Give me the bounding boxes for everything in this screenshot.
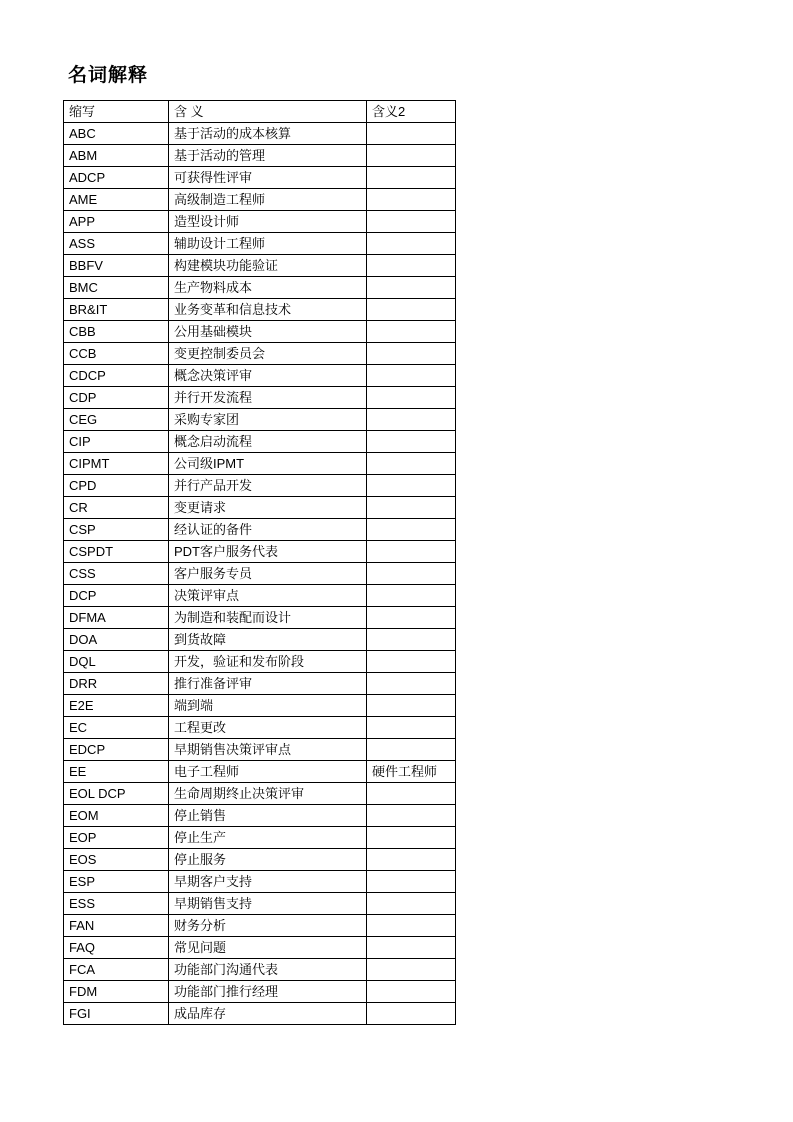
- cell-abbr: APP: [64, 211, 169, 233]
- cell-meaning2: [367, 1003, 456, 1025]
- cell-meaning: 电子工程师: [169, 761, 367, 783]
- cell-meaning2: [367, 497, 456, 519]
- cell-abbr: CSS: [64, 563, 169, 585]
- cell-meaning: 高级制造工程师: [169, 189, 367, 211]
- cell-meaning: 概念决策评审: [169, 365, 367, 387]
- cell-abbr: EE: [64, 761, 169, 783]
- table-row: [64, 541, 456, 563]
- cell-abbr: CDCP: [64, 365, 169, 387]
- cell-abbr: DRR: [64, 673, 169, 695]
- page-title: 名词解释: [68, 65, 149, 86]
- table-row: [64, 519, 456, 541]
- cell-abbr: DQL: [64, 651, 169, 673]
- table-row: [64, 915, 456, 937]
- cell-abbr: BMC: [64, 277, 169, 299]
- cell-abbr: BR&IT: [64, 299, 169, 321]
- table-row: [64, 431, 456, 453]
- cell-abbr: CSPDT: [64, 541, 169, 563]
- cell-meaning2: [367, 563, 456, 585]
- glossary-table-container: [63, 100, 455, 1025]
- cell-meaning: 并行开发流程: [169, 387, 367, 409]
- cell-meaning2: [367, 937, 456, 959]
- cell-meaning2: [367, 607, 456, 629]
- table-row: [64, 277, 456, 299]
- table-row: [64, 959, 456, 981]
- table-row: [64, 387, 456, 409]
- table-row: [64, 123, 456, 145]
- cell-meaning2: [367, 299, 456, 321]
- cell-abbr: EDCP: [64, 739, 169, 761]
- cell-meaning2: [367, 541, 456, 563]
- table-row: [64, 783, 456, 805]
- table-row: [64, 651, 456, 673]
- cell-abbr: CCB: [64, 343, 169, 365]
- cell-abbr: E2E: [64, 695, 169, 717]
- table-row: [64, 475, 456, 497]
- table-row: [64, 717, 456, 739]
- cell-meaning: 构建模块功能验证: [169, 255, 367, 277]
- cell-abbr: ESS: [64, 893, 169, 915]
- table-row: [64, 145, 456, 167]
- cell-meaning: 生命周期终止决策评审: [169, 783, 367, 805]
- table-header-row: [64, 101, 456, 123]
- cell-meaning2: [367, 387, 456, 409]
- cell-meaning: 并行产品开发: [169, 475, 367, 497]
- cell-abbr: CR: [64, 497, 169, 519]
- cell-abbr: AME: [64, 189, 169, 211]
- cell-meaning2: [367, 145, 456, 167]
- cell-meaning: 基于活动的成本核算: [169, 123, 367, 145]
- cell-abbr: FGI: [64, 1003, 169, 1025]
- table-row: [64, 453, 456, 475]
- cell-meaning: 早期销售决策评审点: [169, 739, 367, 761]
- cell-abbr: FAQ: [64, 937, 169, 959]
- table-row: [64, 497, 456, 519]
- table-row: [64, 189, 456, 211]
- cell-meaning2: [367, 739, 456, 761]
- table-row: [64, 299, 456, 321]
- cell-meaning2: [367, 629, 456, 651]
- cell-meaning: 停止服务: [169, 849, 367, 871]
- cell-meaning2: [367, 431, 456, 453]
- cell-meaning2: [367, 651, 456, 673]
- table-row: [64, 167, 456, 189]
- cell-meaning2: [367, 233, 456, 255]
- cell-meaning2: [367, 959, 456, 981]
- cell-meaning: 停止销售: [169, 805, 367, 827]
- table-row: [64, 563, 456, 585]
- glossary-table: [63, 100, 456, 1025]
- cell-meaning: 生产物料成本: [169, 277, 367, 299]
- table-row: [64, 343, 456, 365]
- cell-meaning: 早期客户支持: [169, 871, 367, 893]
- table-row: [64, 673, 456, 695]
- table-row: [64, 937, 456, 959]
- cell-abbr: FDM: [64, 981, 169, 1003]
- cell-abbr: CIP: [64, 431, 169, 453]
- cell-meaning: 成品库存: [169, 1003, 367, 1025]
- cell-abbr: ABC: [64, 123, 169, 145]
- table-row: [64, 585, 456, 607]
- column-header-meaning: 含 义: [169, 101, 367, 123]
- cell-meaning2: [367, 893, 456, 915]
- cell-meaning2: [367, 167, 456, 189]
- cell-abbr: CBB: [64, 321, 169, 343]
- cell-meaning: 决策评审点: [169, 585, 367, 607]
- cell-meaning: 到货故障: [169, 629, 367, 651]
- table-row: [64, 695, 456, 717]
- cell-meaning2: [367, 717, 456, 739]
- cell-abbr: EOM: [64, 805, 169, 827]
- cell-abbr: DCP: [64, 585, 169, 607]
- cell-meaning: 开发，验证和发布阶段: [169, 651, 367, 673]
- table-row: [64, 233, 456, 255]
- cell-meaning2: [367, 915, 456, 937]
- cell-abbr: ABM: [64, 145, 169, 167]
- cell-meaning: 端到端: [169, 695, 367, 717]
- table-row: [64, 981, 456, 1003]
- cell-meaning: 停止生产: [169, 827, 367, 849]
- cell-abbr: CPD: [64, 475, 169, 497]
- cell-meaning2: [367, 123, 456, 145]
- cell-meaning2: [367, 827, 456, 849]
- cell-abbr: CEG: [64, 409, 169, 431]
- cell-meaning: 采购专家团: [169, 409, 367, 431]
- cell-abbr: FCA: [64, 959, 169, 981]
- cell-abbr: ASS: [64, 233, 169, 255]
- cell-meaning2: [367, 849, 456, 871]
- cell-meaning2: 硬件工程师: [367, 761, 456, 783]
- table-row: [64, 365, 456, 387]
- cell-meaning2: [367, 409, 456, 431]
- cell-meaning2: [367, 321, 456, 343]
- cell-meaning2: [367, 211, 456, 233]
- cell-meaning: 公用基础模块: [169, 321, 367, 343]
- cell-meaning2: [367, 365, 456, 387]
- cell-meaning: 客户服务专员: [169, 563, 367, 585]
- cell-meaning2: [367, 783, 456, 805]
- cell-meaning2: [367, 805, 456, 827]
- glossary-table-body: [64, 101, 456, 1025]
- cell-abbr: CSP: [64, 519, 169, 541]
- cell-abbr: CDP: [64, 387, 169, 409]
- cell-meaning2: [367, 343, 456, 365]
- cell-abbr: EOP: [64, 827, 169, 849]
- cell-meaning: 可获得性评审: [169, 167, 367, 189]
- column-header-abbr: 缩写: [64, 101, 169, 123]
- column-header-meaning2: 含义2: [367, 101, 456, 123]
- table-row: [64, 893, 456, 915]
- cell-meaning: 功能部门推行经理: [169, 981, 367, 1003]
- cell-abbr: CIPMT: [64, 453, 169, 475]
- cell-meaning: 变更控制委员会: [169, 343, 367, 365]
- cell-meaning2: [367, 673, 456, 695]
- cell-abbr: ADCP: [64, 167, 169, 189]
- cell-meaning: 变更请求: [169, 497, 367, 519]
- table-row: [64, 849, 456, 871]
- cell-meaning: 公司级IPMT: [169, 453, 367, 475]
- cell-meaning2: [367, 475, 456, 497]
- table-row: [64, 321, 456, 343]
- cell-meaning: 早期销售支持: [169, 893, 367, 915]
- cell-meaning2: [367, 981, 456, 1003]
- cell-meaning: 基于活动的管理: [169, 145, 367, 167]
- cell-meaning: 推行准备评审: [169, 673, 367, 695]
- cell-meaning2: [367, 871, 456, 893]
- table-row: [64, 739, 456, 761]
- cell-meaning2: [367, 453, 456, 475]
- cell-meaning2: [367, 585, 456, 607]
- cell-abbr: FAN: [64, 915, 169, 937]
- table-row: [64, 211, 456, 233]
- table-row: [64, 255, 456, 277]
- table-row: [64, 409, 456, 431]
- table-row: [64, 827, 456, 849]
- cell-abbr: DFMA: [64, 607, 169, 629]
- cell-meaning2: [367, 519, 456, 541]
- cell-meaning2: [367, 277, 456, 299]
- cell-meaning: 业务变革和信息技术: [169, 299, 367, 321]
- cell-meaning: 概念启动流程: [169, 431, 367, 453]
- cell-meaning: 工程更改: [169, 717, 367, 739]
- cell-meaning: 经认证的备件: [169, 519, 367, 541]
- table-row: [64, 1003, 456, 1025]
- cell-meaning: 辅助设计工程师: [169, 233, 367, 255]
- cell-abbr: EOS: [64, 849, 169, 871]
- table-row: [64, 805, 456, 827]
- cell-abbr: EC: [64, 717, 169, 739]
- cell-meaning: 为制造和装配而设计: [169, 607, 367, 629]
- cell-meaning2: [367, 255, 456, 277]
- cell-meaning: 常见问题: [169, 937, 367, 959]
- cell-abbr: DOA: [64, 629, 169, 651]
- cell-abbr: EOL DCP: [64, 783, 169, 805]
- cell-meaning2: [367, 189, 456, 211]
- cell-abbr: BBFV: [64, 255, 169, 277]
- cell-meaning2: [367, 695, 456, 717]
- table-row: [64, 871, 456, 893]
- cell-meaning: 财务分析: [169, 915, 367, 937]
- table-row: [64, 629, 456, 651]
- cell-abbr: ESP: [64, 871, 169, 893]
- table-row: [64, 607, 456, 629]
- cell-meaning: 造型设计师: [169, 211, 367, 233]
- table-row: [64, 761, 456, 783]
- cell-meaning: 功能部门沟通代表: [169, 959, 367, 981]
- cell-meaning: PDT客户服务代表: [169, 541, 367, 563]
